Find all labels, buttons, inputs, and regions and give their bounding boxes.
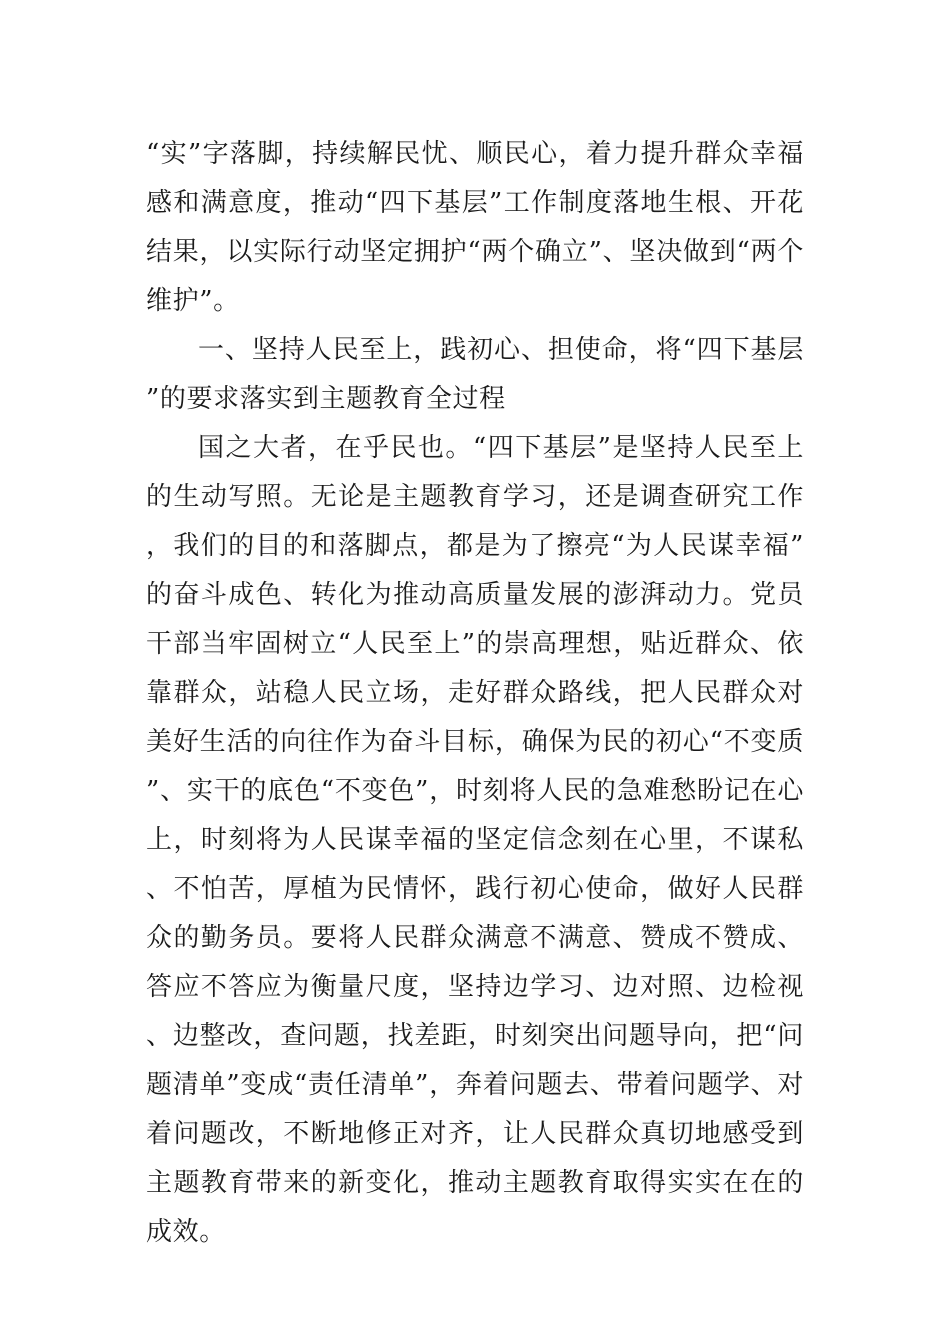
section-heading-one: 一、坚持人民至上，践初心、担使命，将“四下基层”的要求落实到主题教育全过程 bbox=[146, 335, 804, 414]
document-body bbox=[146, 130, 804, 1257]
paragraph-section-one-body: 国之大者，在乎民也。“四下基层”是坚持人民至上的生动写照。无论是主题教育学习，还是调查研究工作，我们的目的和落脚点，都是为了擦亮“为人民谋幸福”的奋斗成色、转化为推动高质量发展的澎湃动力。党员干部当牢固树立“人民至上”的崇高理想，贴近群众、依靠群众，站稳人民立场，走好群众路线，把人民群众对美好生活的向往作为奋斗目标，确保为民的初心“不变质”、实干的底色“不变色”，时刻将人民的急难愁盼记在心上，时刻将为人民谋幸福的坚定信念刻在心里，不谋私、不怕苦，厚植为民情怀，践行初心使命，做好人民群众的勤务员。要将人民群众满意不满意、赞成不赞成、答应不答应为衡量尺度，坚持边学习、边对照、边检视、边整改，查问题，找差距，时刻突出问题导向，把“问题清单”变成“责任清单”，奔着问题去、带着问题学、对着问题改，不断地修正对齐，让人民群众真切地感受到主题教育带来的新变化，推动主题教育取得实实在在的成效。 bbox=[146, 433, 804, 1247]
paragraph-intro-continuation: “实”字落脚，持续解民忧、顺民心，着力提升群众幸福感和满意度，推动“四下基层”工作制度落地生根、开花结果，以实际行动坚定拥护“两个确立”、坚决做到“两个维护”。 bbox=[146, 139, 804, 316]
